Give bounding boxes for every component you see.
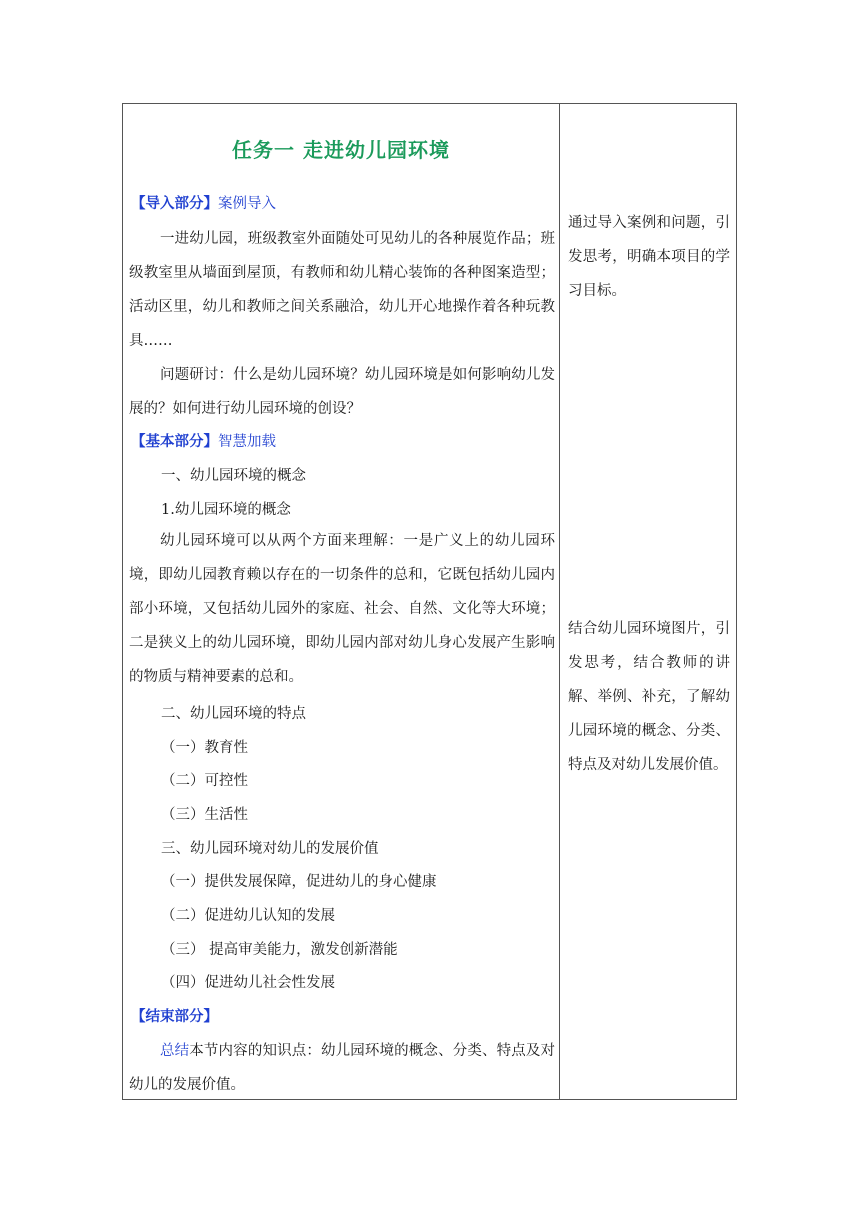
intro-section-label bbox=[131, 194, 567, 214]
heading-values: 三、幼儿园环境对幼儿的发展价值 bbox=[161, 841, 379, 857]
summary-prefix: 总结 bbox=[160, 1043, 190, 1059]
value-item: （二）促进幼儿认知的发展 bbox=[161, 908, 335, 924]
heading-concept: 一、幼儿园环境的概念 bbox=[161, 468, 306, 484]
ending-section-label bbox=[131, 1007, 567, 1027]
value-item: （一）提供发展保障，促进幼儿的身心健康 bbox=[161, 874, 437, 890]
basic-bracket-label: 【基本部分】 bbox=[131, 433, 218, 450]
basic-note: 结合幼儿园环境图片，引发思考，结合教师的讲解、举例、补充，了解幼儿园环境的概念、分类、特点及对幼儿发展价值。 bbox=[568, 621, 730, 773]
question-paragraph: 问题研讨：什么是幼儿园环境？幼儿园环境是如何影响幼儿发展的？如何进行幼儿园环境的创设？ bbox=[129, 367, 555, 417]
ending-bracket-label: 【结束部分】 bbox=[131, 1008, 218, 1025]
basic-section-label bbox=[131, 432, 567, 452]
case-paragraph: 一进幼儿园，班级教室外面随处可见幼儿的各种展览作品；班级教室里从墙面到屋顶，有教师和幼儿精心装饰的各种图案造型；活动区里，幼儿和教师之间关系融洽，幼儿开心地操作着各种玩教具…… bbox=[129, 231, 555, 349]
value-item: （三） 提高审美能力，激发创新潜能 bbox=[161, 942, 398, 958]
summary-text: 本节内容的知识点：幼儿园环境的概念、分类、特点及对幼儿的发展价值。 bbox=[129, 1043, 556, 1093]
intro-note: 通过导入案例和问题，引发思考，明确本项目的学习目标。 bbox=[568, 215, 730, 299]
lesson-table bbox=[122, 103, 737, 1100]
heading-features: 二、幼儿园环境的特点 bbox=[161, 706, 306, 722]
intro-sub-label: 案例导入 bbox=[218, 196, 276, 212]
page-title: 任务一 走进幼儿园环境 bbox=[232, 138, 450, 162]
concept-paragraph: 幼儿园环境可以从两个方面来理解：一是广义上的幼儿园环境，即幼儿园教育赖以存在的一切条件的总和，它既包括幼儿园内部小环境，又包括幼儿园外的家庭、社会、自然、文化等大环境；二是狭义上的幼儿园环境，即幼儿园内部对幼儿身心发展产生影响的物质与精神要素的总和。 bbox=[129, 533, 555, 685]
summary-paragraph bbox=[129, 1034, 555, 1102]
feature-item: （二）可控性 bbox=[161, 773, 248, 789]
basic-sub-label: 智慧加载 bbox=[218, 434, 276, 450]
feature-item: （一）教育性 bbox=[161, 740, 248, 756]
value-item: （四）促进幼儿社会性发展 bbox=[161, 975, 335, 991]
heading-concept-sub: 1.幼儿园环境的概念 bbox=[161, 502, 291, 518]
intro-bracket-label: 【导入部分】 bbox=[131, 195, 218, 212]
feature-item: （三）生活性 bbox=[161, 807, 248, 823]
